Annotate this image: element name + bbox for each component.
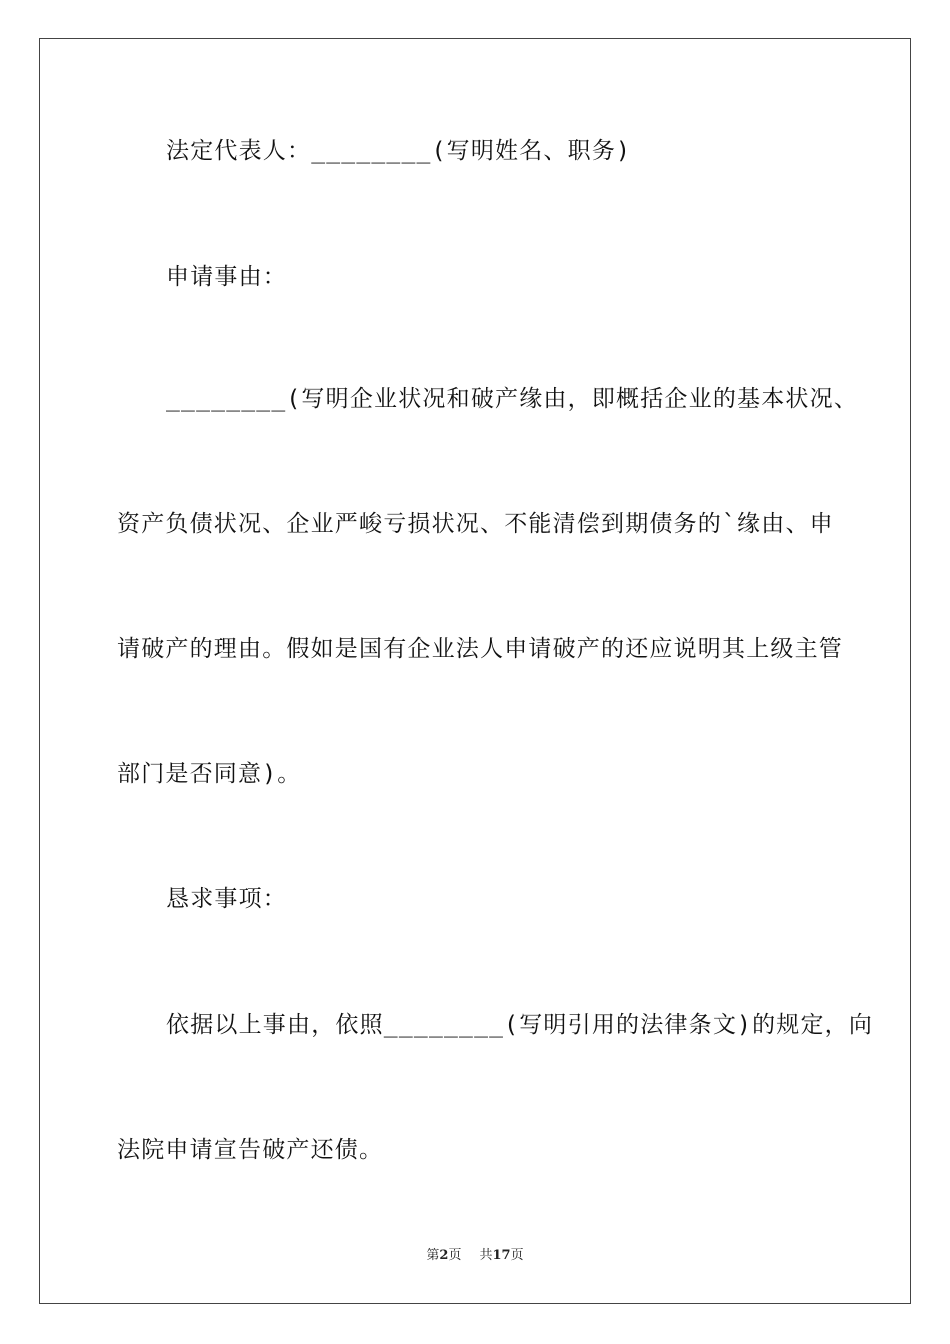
footer-total-pages: 17 bbox=[492, 1248, 511, 1263]
request-paragraph-line-2: 法院申请宣告破产还债。 bbox=[117, 1137, 384, 1163]
footer-page-prefix: 第 bbox=[426, 1248, 440, 1263]
footer-page-number: 2 bbox=[439, 1248, 449, 1263]
page-footer bbox=[0, 1247, 950, 1265]
application-reason-paragraph-line-3: 请破产的理由。假如是国有企业法人申请破产的还应说明其上级主管 bbox=[117, 636, 843, 662]
application-reason-paragraph-line-4: 部门是否同意)。 bbox=[117, 761, 302, 787]
footer-total-prefix: 共 bbox=[479, 1248, 493, 1263]
application-reason-paragraph-line-2: 资产负债状况、企业严峻亏损状况、不能清偿到期债务的`缘由、申 bbox=[117, 511, 834, 537]
page-border bbox=[39, 38, 911, 1304]
legal-representative-line: 法定代表人：________(写明姓名、职务) bbox=[166, 138, 632, 164]
application-reason-paragraph-line-1: ________(写明企业状况和破产缘由，即概括企业的基本状况、 bbox=[166, 386, 859, 412]
request-paragraph-line-1: 依据以上事由，依照________(写明引用的法律条文)的规定，向 bbox=[166, 1012, 874, 1038]
footer-total-suffix: 页 bbox=[510, 1248, 524, 1263]
footer-page-suffix: 页 bbox=[448, 1248, 462, 1263]
request-items-heading: 恳求事项： bbox=[166, 886, 287, 912]
application-reason-heading: 申请事由： bbox=[166, 264, 287, 290]
